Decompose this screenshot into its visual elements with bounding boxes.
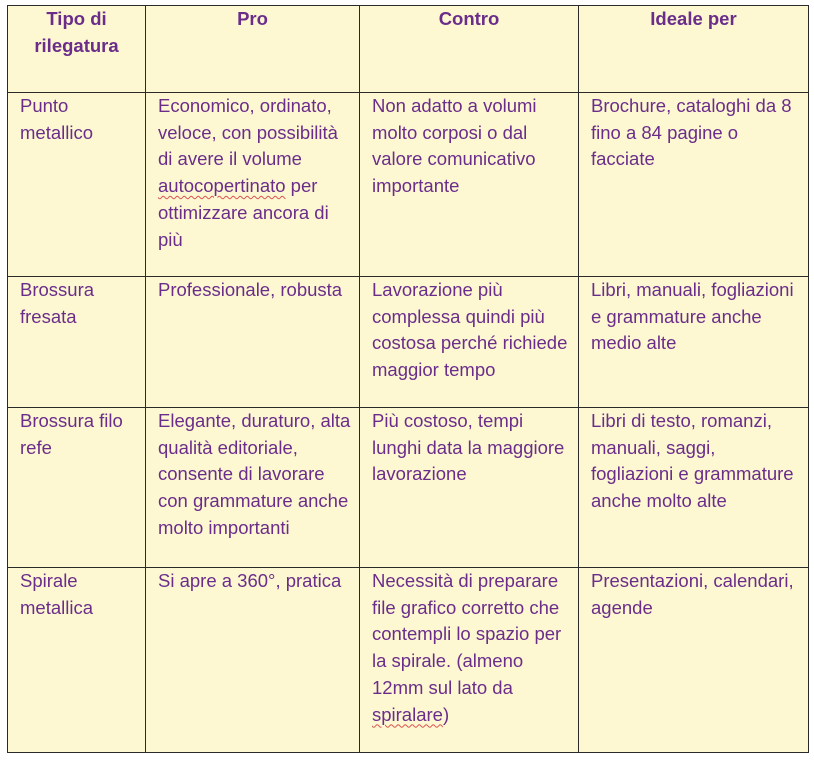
cell-contro-text: Necessità di preparare file grafico corretto che contempli lo spazio per la spirale. (almeno 12mm sul lato da bbox=[372, 570, 562, 698]
cell-contro: Non adatto a volumi molto corposi o dal valore comunicativo importante bbox=[360, 93, 579, 277]
binding-comparison-table bbox=[7, 5, 809, 753]
cell-tipo: Spirale metallica bbox=[8, 568, 146, 753]
header-pro: Pro bbox=[146, 6, 360, 93]
cell-ideale: Libri di testo, romanzi, manuali, saggi, fogliazioni e grammature anche molto alte bbox=[579, 408, 809, 568]
cell-contro bbox=[360, 568, 579, 753]
spellcheck-word[interactable]: spiralare bbox=[372, 703, 443, 725]
cell-pro-text-end: per ottimizzare ancora di più bbox=[158, 175, 329, 250]
header-tipo: Tipo di rilegatura bbox=[8, 6, 146, 93]
cell-pro: Si apre a 360°, pratica bbox=[146, 568, 360, 753]
cell-pro bbox=[146, 93, 360, 277]
cell-pro: Elegante, duraturo, alta qualità editoriale, consente di lavorare con grammature anche molto importanti bbox=[146, 408, 360, 568]
cell-contro-text-end: ) bbox=[442, 703, 450, 725]
table-row bbox=[8, 568, 809, 753]
cell-pro: Professionale, robusta bbox=[146, 277, 360, 408]
cell-tipo: Punto metallico bbox=[8, 93, 146, 277]
header-contro: Contro bbox=[360, 6, 579, 93]
cell-pro-text: Economico, ordinato, veloce, con possibilità di avere il volume bbox=[158, 95, 338, 170]
cell-contro: Più costoso, tempi lunghi data la maggiore lavorazione bbox=[360, 408, 579, 568]
table-row bbox=[8, 408, 809, 568]
cell-contro: Lavorazione più complessa quindi più costosa perché richiede maggior tempo bbox=[360, 277, 579, 408]
spellcheck-word[interactable]: autocopertinato bbox=[158, 175, 286, 197]
cell-tipo: Brossura filo refe bbox=[8, 408, 146, 568]
table-row bbox=[8, 93, 809, 277]
table-row bbox=[8, 277, 809, 408]
cell-tipo: Brossura fresata bbox=[8, 277, 146, 408]
header-row bbox=[8, 6, 809, 93]
cell-ideale: Brochure, cataloghi da 8 fino a 84 pagine o facciate bbox=[579, 93, 809, 277]
cell-ideale: Libri, manuali, fogliazioni e grammature anche medio alte bbox=[579, 277, 809, 408]
header-ideale: Ideale per bbox=[579, 6, 809, 93]
cell-ideale: Presentazioni, calendari, agende bbox=[579, 568, 809, 753]
